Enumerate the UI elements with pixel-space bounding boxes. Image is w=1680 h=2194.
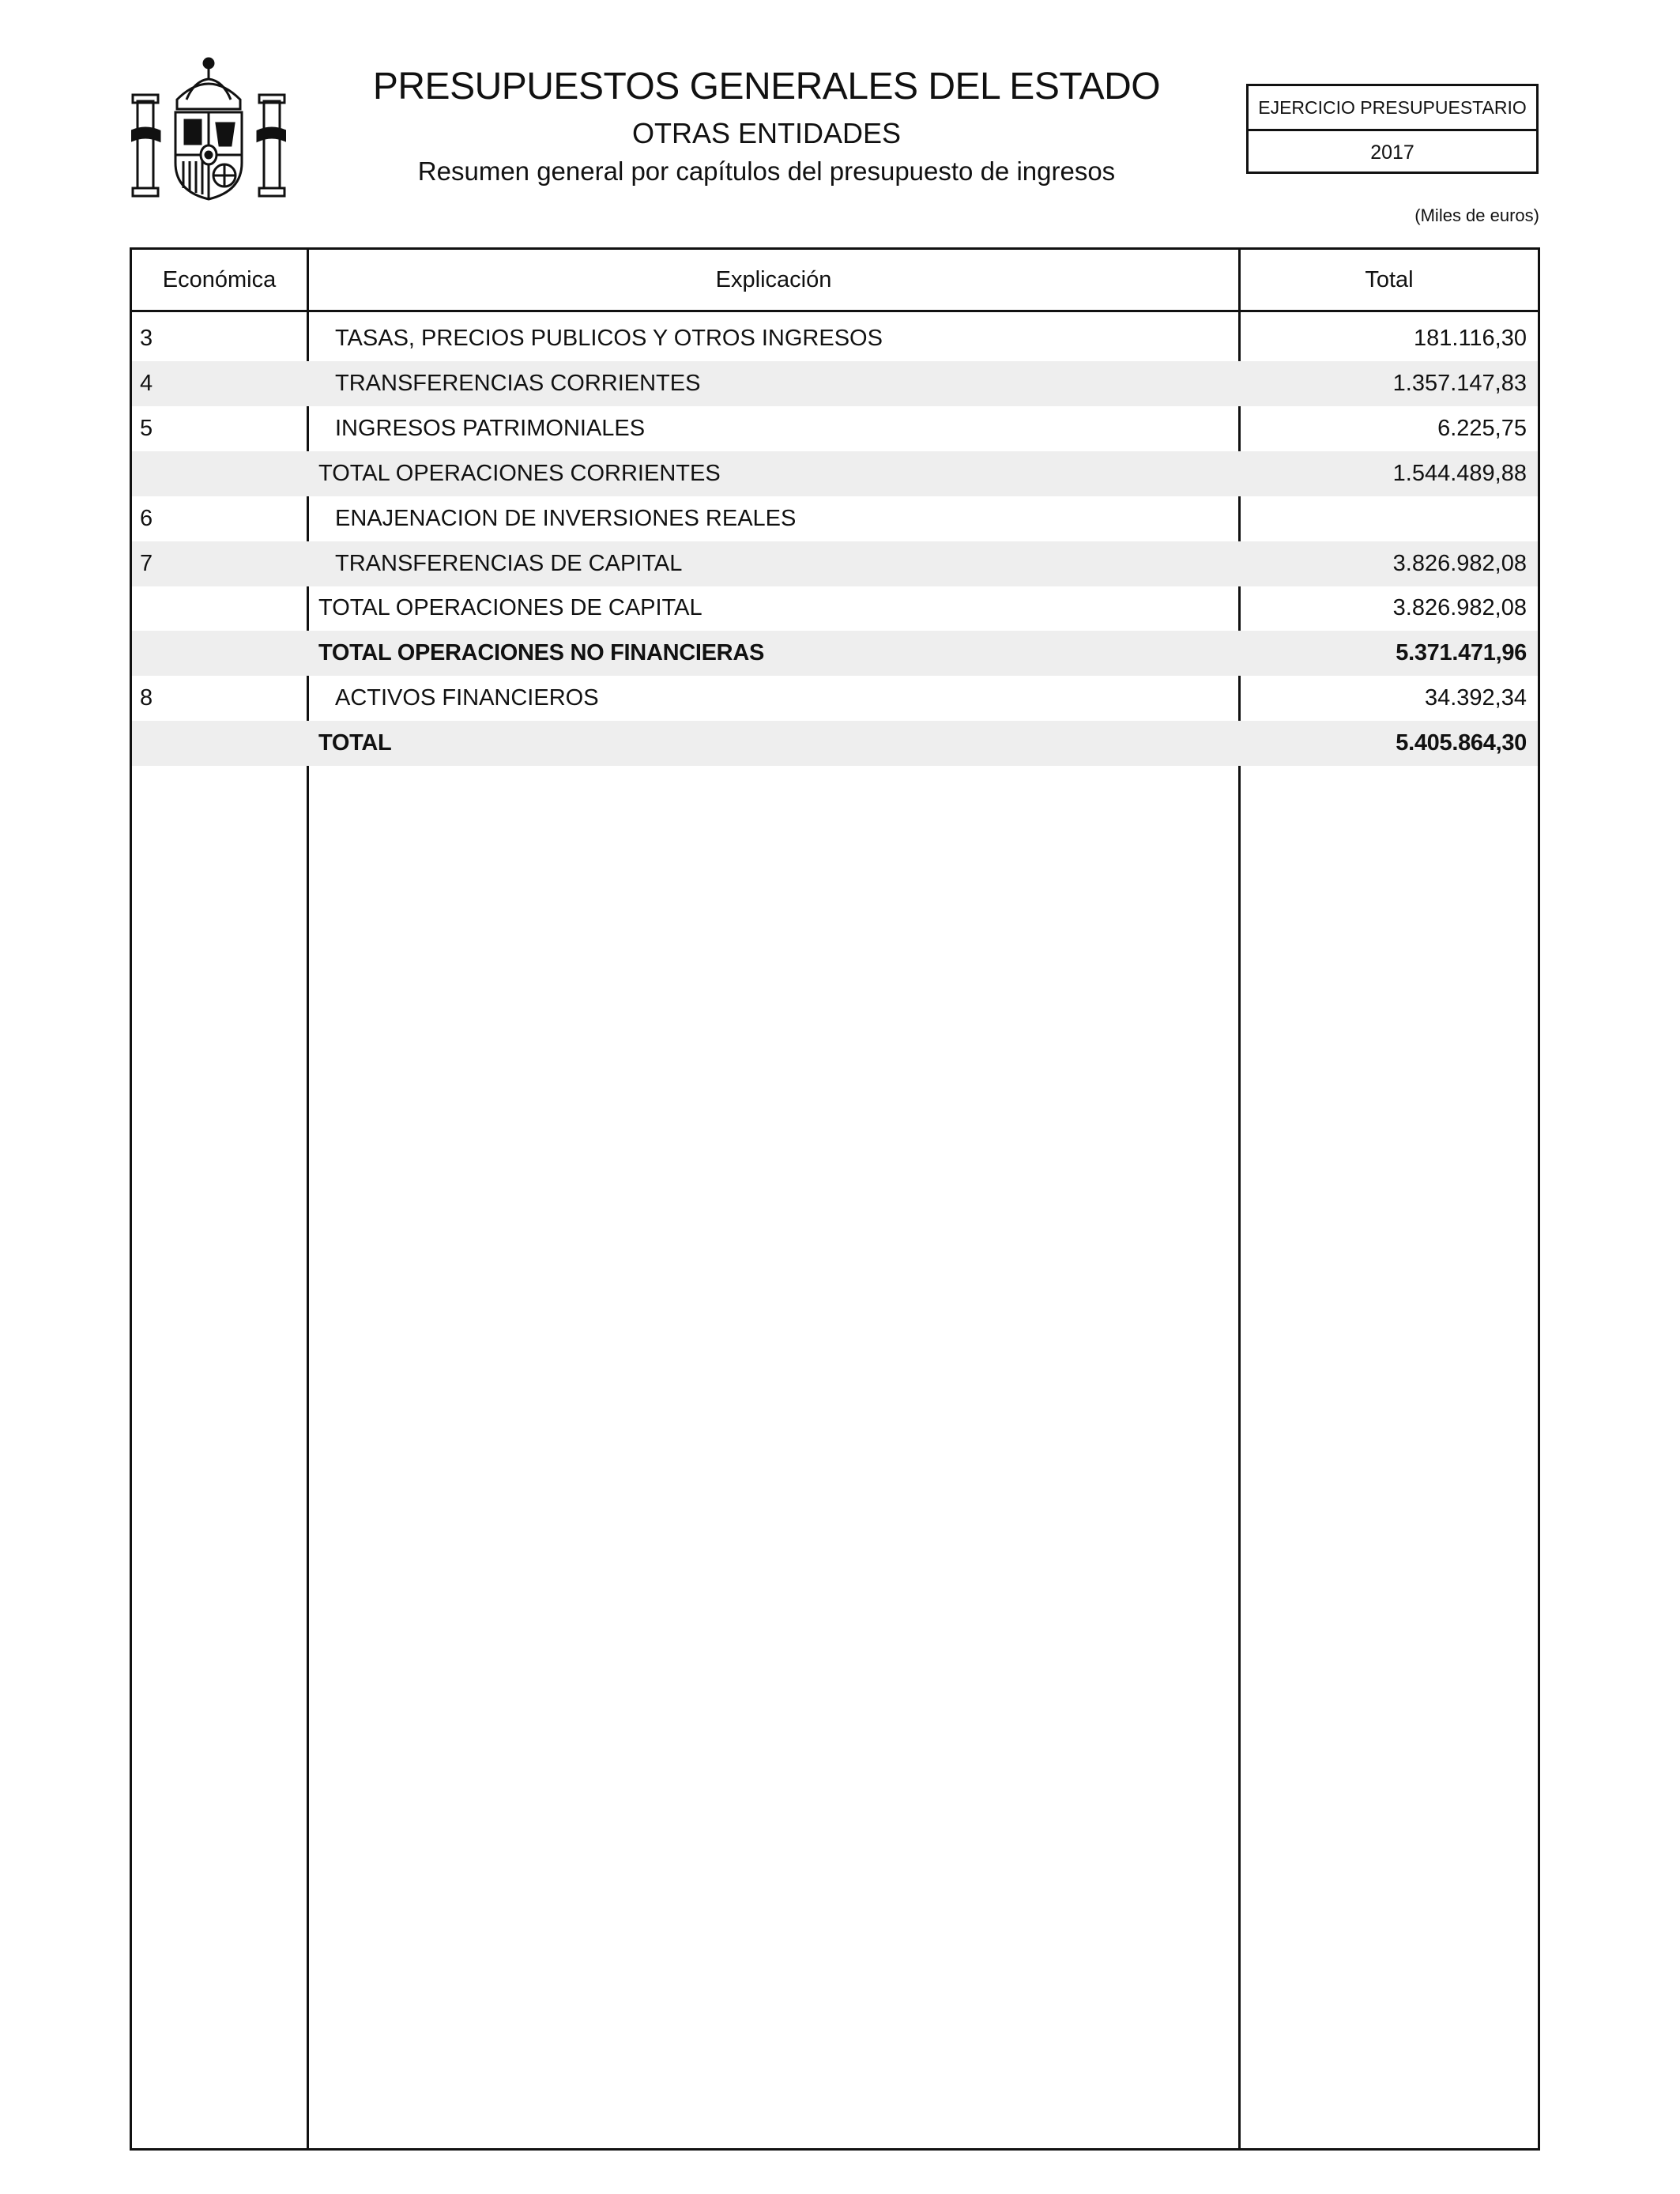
- cell-economica: 5: [140, 415, 153, 441]
- cell-economica: 7: [140, 550, 153, 576]
- cell-total: 3.826.982,08: [1392, 595, 1527, 621]
- table-row: [132, 721, 1538, 766]
- table-row: [132, 676, 1538, 721]
- table-row: [132, 496, 1538, 541]
- cell-total: 3.826.982,08: [1392, 550, 1527, 576]
- cell-economica: 4: [140, 370, 153, 396]
- cell-explicacion: TOTAL OPERACIONES CORRIENTES: [318, 460, 721, 486]
- cell-explicacion: TOTAL OPERACIONES NO FINANCIERAS: [318, 640, 764, 666]
- table-row: [132, 316, 1538, 361]
- cell-explicacion: ENAJENACION DE INVERSIONES REALES: [335, 505, 797, 531]
- cell-total: 1.544.489,88: [1392, 460, 1527, 486]
- cell-explicacion: TRANSFERENCIAS DE CAPITAL: [335, 550, 683, 576]
- cell-explicacion: TOTAL: [318, 730, 392, 756]
- column-header-economica: Económica: [162, 267, 277, 292]
- table-row: [132, 541, 1538, 586]
- column-header-explicacion: Explicación: [715, 267, 832, 292]
- cell-total: 6.225,75: [1437, 415, 1527, 441]
- table-row: [132, 451, 1538, 496]
- cell-total: 181.116,30: [1414, 326, 1527, 351]
- coat-of-arms-icon: [131, 52, 286, 207]
- table-row: [132, 406, 1538, 451]
- page-subtitle: OTRAS ENTIDADES: [631, 117, 902, 149]
- column-header-total: Total: [1365, 267, 1414, 292]
- cell-explicacion: TASAS, PRECIOS PUBLICOS Y OTROS INGRESOS: [335, 326, 883, 351]
- cell-economica: 8: [140, 685, 153, 711]
- page-title: PRESUPUESTOS GENERALES DEL ESTADO: [372, 66, 1161, 107]
- fiscal-year-value: 2017: [1370, 141, 1414, 164]
- cell-explicacion: INGRESOS PATRIMONIALES: [335, 415, 646, 441]
- cell-explicacion: ACTIVOS FINANCIEROS: [335, 685, 599, 711]
- header-divider: [130, 310, 1540, 312]
- cell-total: 5.371.471,96: [1396, 640, 1527, 666]
- cell-total: 34.392,34: [1424, 685, 1527, 711]
- table-row: [132, 361, 1538, 406]
- cell-explicacion: TOTAL OPERACIONES DE CAPITAL: [318, 595, 703, 621]
- table-row: [132, 586, 1538, 631]
- cell-economica: 6: [140, 505, 153, 531]
- fiscal-year-label: EJERCICIO PRESUPUESTARIO: [1249, 86, 1536, 131]
- cell-explicacion: TRANSFERENCIAS CORRIENTES: [335, 370, 701, 396]
- cell-total: 5.405.864,30: [1396, 730, 1527, 756]
- cell-economica: 3: [140, 326, 153, 351]
- units-note: (Miles de euros): [1414, 205, 1539, 225]
- cell-total: 1.357.147,83: [1392, 370, 1527, 396]
- page-description: Resumen general por capítulos del presupuesto de ingresos: [417, 156, 1116, 186]
- fiscal-year-box: [1246, 84, 1539, 174]
- table-row: [132, 631, 1538, 676]
